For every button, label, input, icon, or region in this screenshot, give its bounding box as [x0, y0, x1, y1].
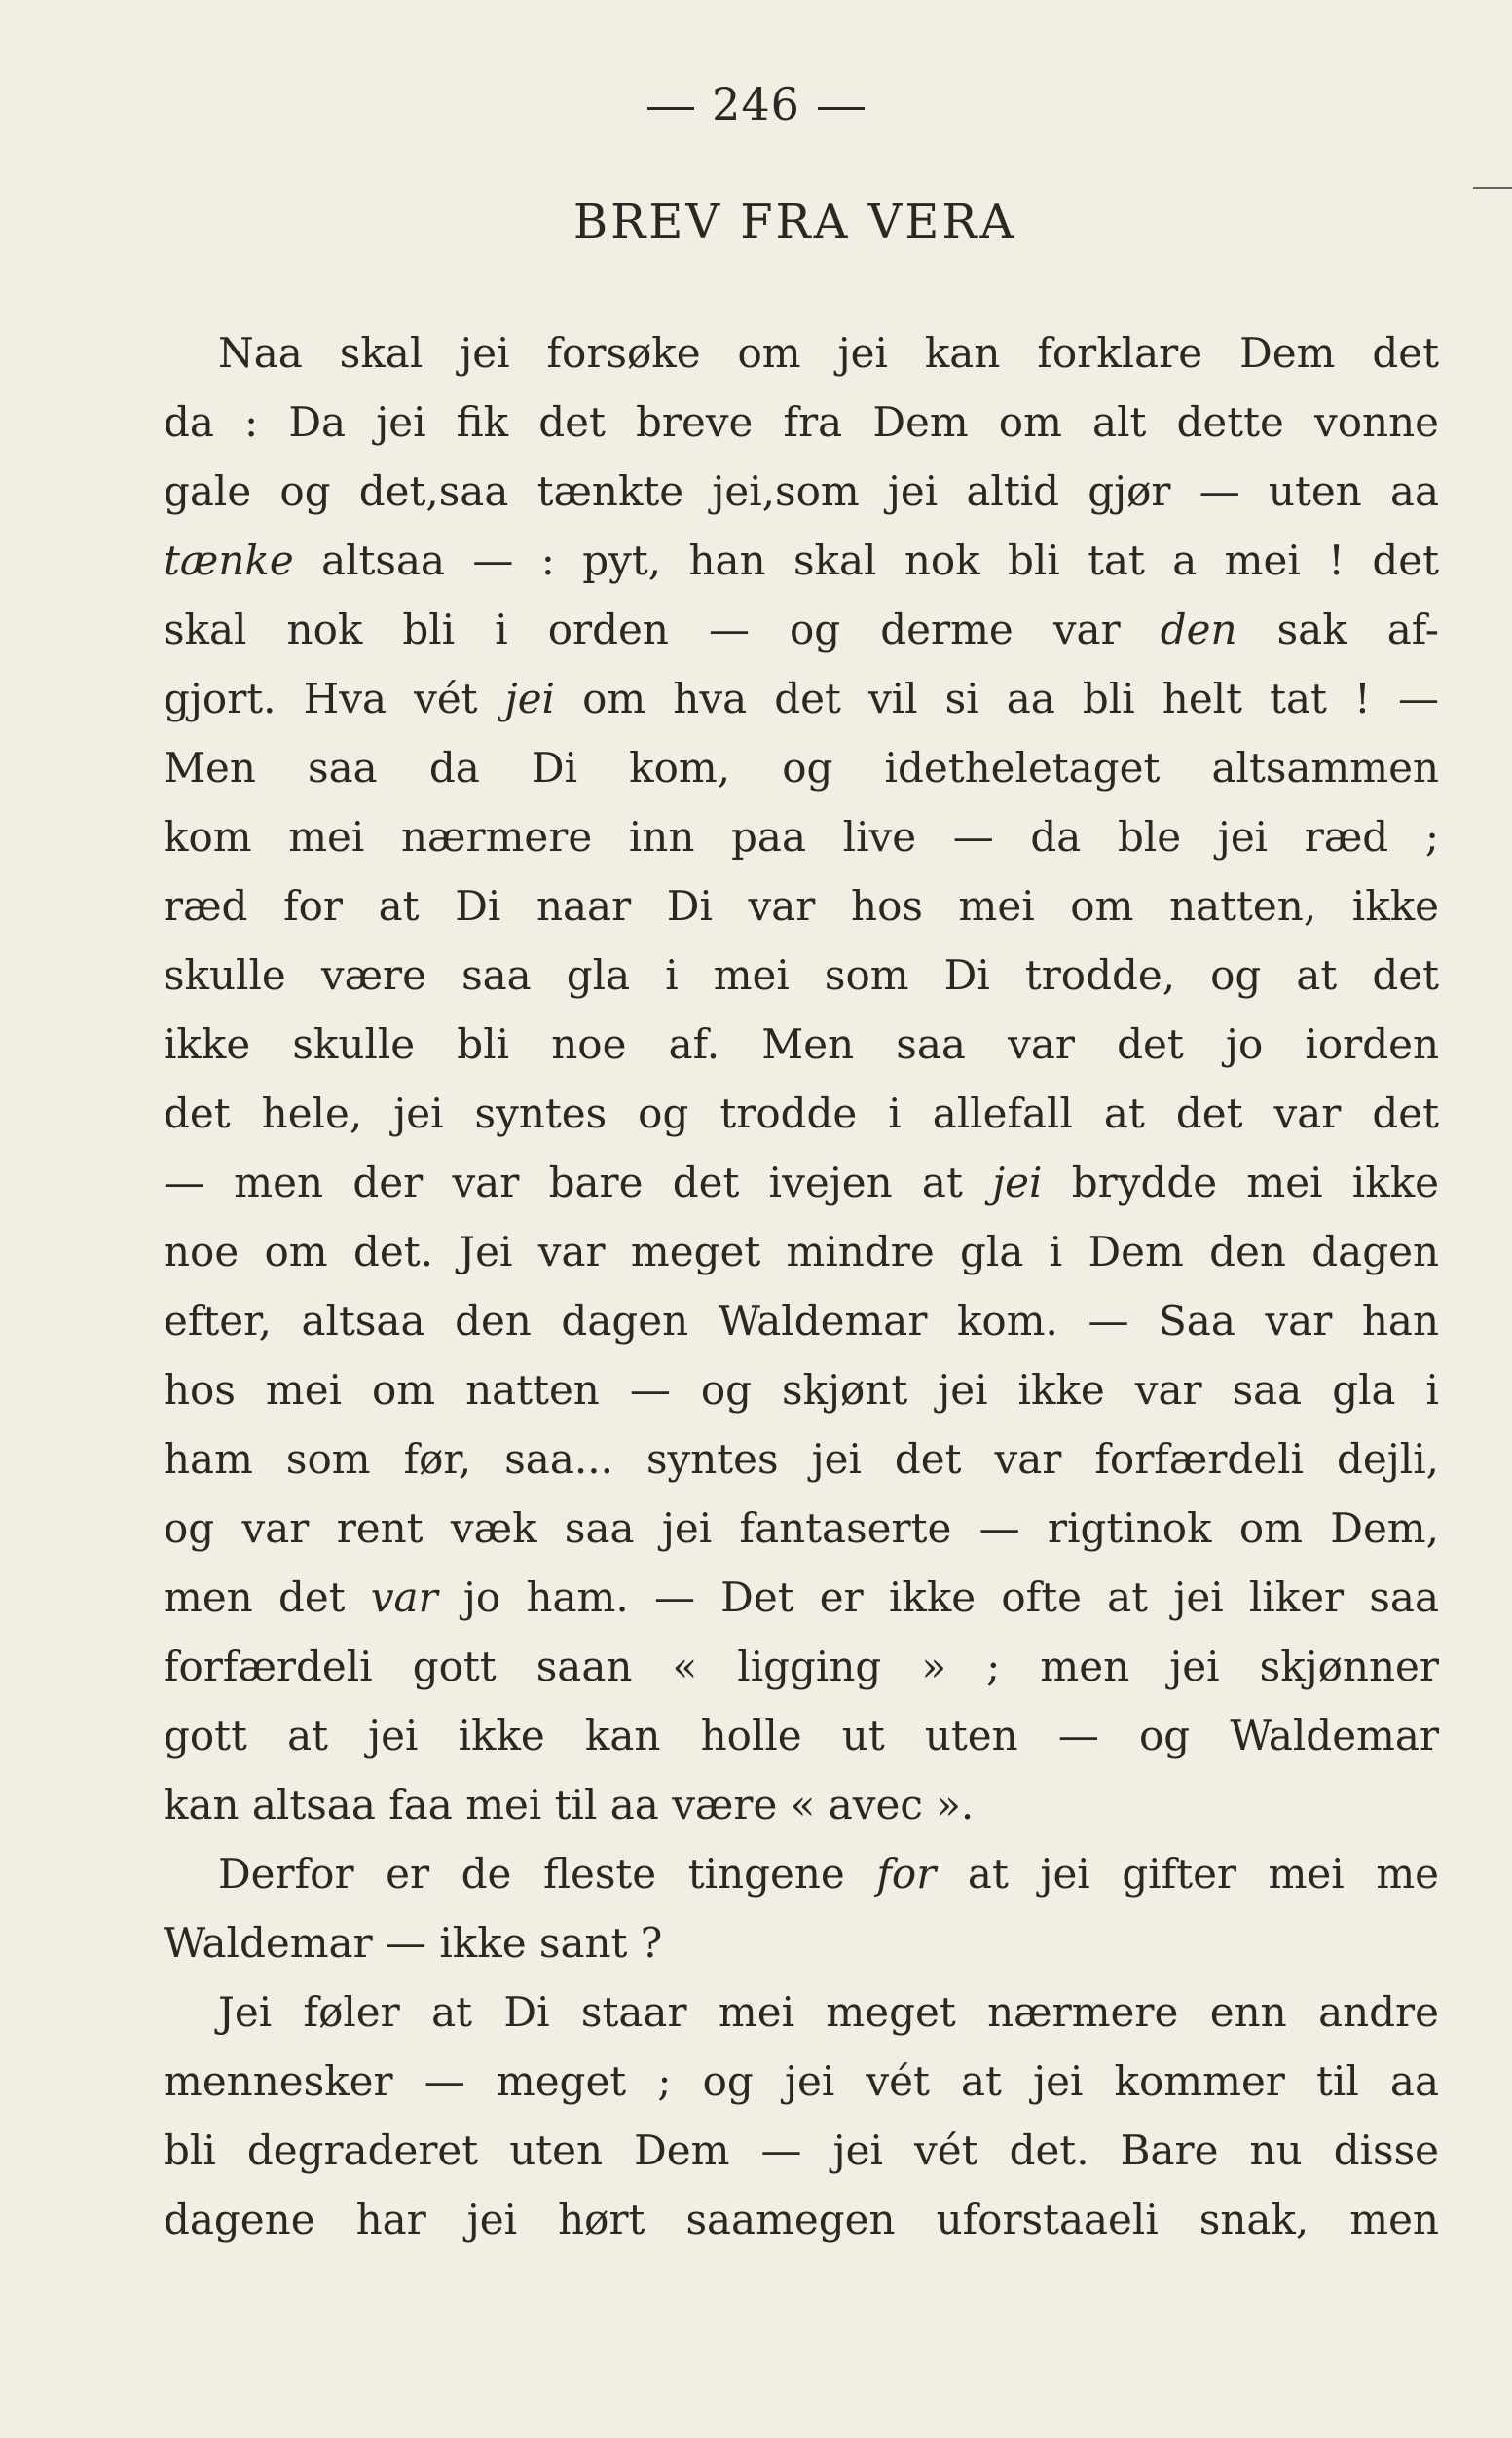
text-segment: at jei gifter mei me: [936, 1850, 1440, 1898]
text-line: [164, 1563, 1439, 1632]
text-line: [164, 1908, 1439, 1977]
text-segment: men det: [164, 1573, 371, 1621]
text-line: [164, 1148, 1439, 1217]
text-line: [164, 1839, 1439, 1908]
text-line: [164, 941, 1439, 1010]
page-number-value: 246: [712, 78, 800, 130]
text-segment: ham som før, saa... syntes jei det var forfærdeli dejli,: [164, 1435, 1439, 1483]
text-line: [164, 1355, 1439, 1424]
text-line: [164, 457, 1439, 526]
text-line: [164, 1977, 1439, 2047]
text-segment: jo ham. — Det er ikke ofte at jei liker saa: [437, 1573, 1439, 1621]
text-segment: Men saa da Di kom, og idetheletaget altsammen: [164, 744, 1439, 792]
text-line: [164, 1494, 1439, 1563]
text-line: [164, 1424, 1439, 1494]
text-segment: sak af-: [1236, 606, 1439, 653]
italic-text: tænke: [164, 536, 294, 584]
text-line: [164, 733, 1439, 802]
text-segment: hos mei om natten — og skjønt jei ikke var saa gla i: [164, 1366, 1439, 1414]
text-segment: — men der var bare det ivejen at: [164, 1159, 993, 1206]
text-segment: Naa skal jei forsøke om jei kan forklare Dem det: [218, 329, 1439, 377]
letter-body: [164, 318, 1439, 2254]
text-line: [164, 526, 1439, 595]
text-line: [164, 1770, 1439, 1839]
italic-text: for: [876, 1850, 937, 1898]
text-line: [164, 1217, 1439, 1286]
page-number: [0, 78, 1512, 130]
text-segment: mennesker — meget ; og jei vét at jei kommer til aa: [164, 2057, 1439, 2105]
text-segment: ikke skulle bli noe af. Men saa var det jo iorden: [164, 1020, 1439, 1068]
text-segment: altsaa — : pyt, han skal nok bli tat a mei ! det: [293, 536, 1439, 584]
text-line: [164, 802, 1439, 871]
italic-text: var: [370, 1573, 438, 1621]
text-segment: Waldemar — ikke sant ?: [164, 1919, 663, 1967]
text-line: [164, 595, 1439, 664]
text-segment: dagene har jei hørt saamegen uforstaaeli snak, men: [164, 2196, 1439, 2243]
text-line: [164, 388, 1439, 457]
text-line: [164, 664, 1439, 733]
text-segment: Jei føler at Di staar mei meget nærmere enn andre: [218, 1988, 1439, 2036]
text-segment: kan altsaa faa mei til aa være « avec ».: [164, 1781, 975, 1828]
text-line: [164, 1701, 1439, 1770]
page-edge-mark: [1473, 187, 1512, 189]
text-line: [164, 318, 1439, 388]
page-number-dash-left: [647, 107, 694, 110]
text-line: [164, 2047, 1439, 2116]
text-segment: Derfor er de fleste tingene: [218, 1850, 877, 1898]
text-segment: skulle være saa gla i mei som Di trodde, og at det: [164, 951, 1439, 999]
page-number-dash-right: [818, 107, 865, 110]
italic-text: jei: [504, 675, 555, 722]
text-segment: gjort. Hva vét: [164, 675, 505, 722]
text-segment: det hele, jei syntes og trodde i allefall at det var det: [164, 1090, 1439, 1137]
chapter-title: BREV FRA VERA: [572, 195, 1017, 249]
text-segment: om hva det vil si aa bli helt tat ! —: [554, 675, 1439, 722]
text-line: [164, 871, 1439, 941]
text-segment: kom mei nærmere inn paa live — da ble jei ræd ;: [164, 813, 1439, 861]
text-segment: forfærdeli gott saan « ligging » ; men jei skjønner: [164, 1643, 1439, 1690]
text-segment: gott at jei ikke kan holle ut uten — og Waldemar: [164, 1712, 1439, 1759]
text-segment: ræd for at Di naar Di var hos mei om natten, ikke: [164, 882, 1439, 930]
text-segment: skal nok bli i orden — og derme var: [164, 606, 1161, 653]
text-segment: gale og det,saa tænkte jei,som jei altid gjør — uten aa: [164, 467, 1439, 515]
text-segment: noe om det. Jei var meget mindre gla i Dem den dagen: [164, 1228, 1439, 1275]
text-segment: da : Da jei fik det breve fra Dem om alt dette vonne: [164, 398, 1439, 446]
text-line: [164, 1632, 1439, 1701]
text-line: [164, 1010, 1439, 1079]
text-segment: og var rent væk saa jei fantaserte — rigtinok om Dem,: [164, 1504, 1439, 1552]
text-segment: bli degraderet uten Dem — jei vét det. Bare nu disse: [164, 2126, 1439, 2174]
italic-text: den: [1160, 606, 1237, 653]
text-line: [164, 1079, 1439, 1148]
text-line: [164, 2116, 1439, 2185]
text-segment: brydde mei ikke: [1042, 1159, 1439, 1206]
text-line: [164, 2185, 1439, 2254]
italic-text: jei: [992, 1159, 1043, 1206]
text-segment: efter, altsaa den dagen Waldemar kom. — Saa var han: [164, 1297, 1439, 1345]
text-line: [164, 1286, 1439, 1355]
